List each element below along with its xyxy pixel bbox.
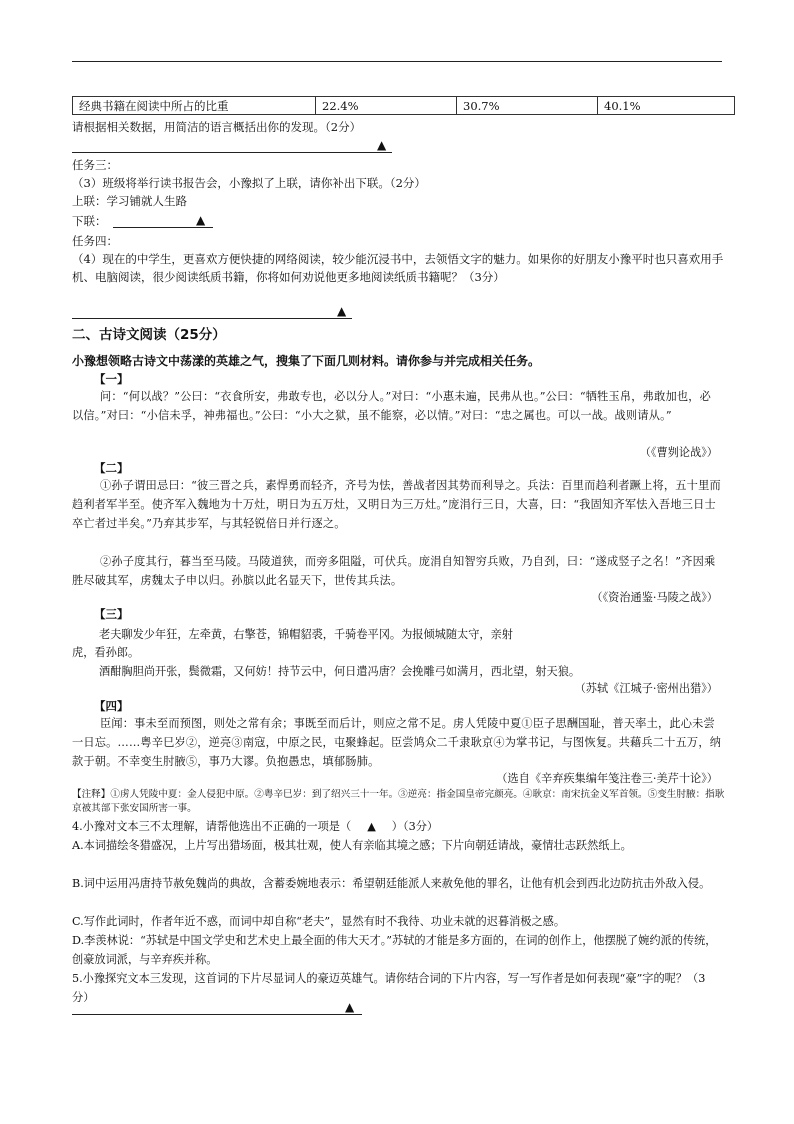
section-heading: 二、古诗文阅读（25分） <box>72 327 226 343</box>
option-b: B.词中运用冯唐持节赦免魏尚的典故，含蓄委婉地表示：希望朝廷能派人来赦免他的罪名，让他有机会到西北边防抗击外敌入侵。 <box>72 877 711 890</box>
answer-triangle-icon: ▲ <box>337 304 347 318</box>
task3-upper-couplet: 上联：学习铺就人生路 <box>72 194 187 208</box>
answer-line <box>72 1014 362 1015</box>
task3-question: （3）班级将举行读书报告会，小豫拟了上联，请你补出下联。（2分） <box>72 176 426 190</box>
option-d: D.李羡林说：“苏轼是中国文学史和艺术史上最全面的伟大天才。”苏轼的才能是多方面的，在词的创作上，他摆脱了婉约派的传统，创豪放词派，与辛弃疾并称。 <box>72 934 717 966</box>
table-cell: 22.4% <box>316 97 457 115</box>
answer-triangle-icon: ▲ <box>367 820 376 833</box>
task3-title: 任务三： <box>72 158 118 172</box>
text3-label: 【三】 <box>94 607 129 621</box>
option-a: A.本词描绘冬猎盛况，上片写出猎场面，极其壮观，使人有亲临其境之感；下片向朝廷请战，豪情壮志跃然纸上。 <box>72 839 632 852</box>
task3-lower-couplet: 下联： <box>72 214 107 228</box>
header-rule <box>72 61 722 62</box>
option-c: C.写作此词时，作者年近不惑，而词中却自称“老夫”，显然有时不我待、功业未就的迟暮消极之感。 <box>72 915 566 928</box>
answer-line <box>72 318 352 319</box>
poem-line: 酒酣胸胆尚开张，鬓微霜，又何妨！持节云中，何日遣冯唐？会挽雕弓如满月，西北望，射天狼。 <box>99 665 581 678</box>
answer-triangle-icon: ▲ <box>345 1000 355 1014</box>
text4-label: 【四】 <box>94 699 129 713</box>
annotation-note: 【注释】①虏人凭陵中夏：金人侵犯中原。②粤辛巳岁：到了绍兴三十一年。③逆亮：指金国皇帝完颜亮。④耿京：南宋抗金义军首领。⑤变生肘腋：指耿京被其部下张安国所害一事。 <box>72 789 725 814</box>
poem-line: 虎，看孙郎。 <box>72 646 140 659</box>
answer-triangle-icon: ▲ <box>196 213 206 227</box>
poem-line: 老夫聊发少年狂，左牵黄，右擎苍，锦帽貂裘，千骑卷平冈。为报倾城随太守，亲射 <box>99 628 513 641</box>
table-row-label: 经典书籍在阅读中所占的比重 <box>73 97 316 115</box>
answer-line <box>113 227 213 228</box>
text2-label: 【二】 <box>94 461 129 475</box>
text2-para2: ②孙子度其行，暮当至马陵。马陵道狭，而旁多阻隘，可伏兵。庞涓自知智穷兵败，乃自刭，曰：“遂成竖子之名！”齐因乘胜尽破其军，虏魏太子申以归。孙膑以此名显天下，世传其兵法。 <box>72 555 716 587</box>
text1-source: （《曹刿论战》） <box>639 446 718 459</box>
reading-stats-table <box>72 96 735 115</box>
text4-body: 臣闻：事未至而预图，则处之常有余；事既至而后计，则应之常不足。虏人凭陵中夏①臣子思酬国耻，普天率土，此心未尝一日忘。……粤辛巳岁②，逆亮③南寇，中原之民，屯聚蜂起。臣尝鸠众二千隶耿京④为掌书记，与图恢复。共藉兵二十五万，纳款于朝。不幸变生肘腋⑤，事乃大谬。负抱愚忠，填郁肠肺。 <box>72 717 722 768</box>
table-row <box>73 97 735 115</box>
table-cell: 30.7% <box>457 97 598 115</box>
question-4-stem-end: ）（3分） <box>391 820 439 833</box>
text1-label: 【一】 <box>94 372 129 386</box>
question-4 <box>72 817 722 836</box>
text2-para1: ①孙子谓田忌曰：“彼三晋之兵，素悍勇而轻齐，齐号为怯，善战者因其势而利导之。兵法：百里而趋利者蹶上将，五十里而趋利者军半至。使齐军入魏地为十万灶，明日为五万灶，又明日为三万灶。”庞涓行三日，大喜，曰：“我固知齐军怯入吾地三日士卒亡者过半矣。”乃弃其步军，与其轻锐倍日并行逐之。 <box>72 479 721 530</box>
text1-body: 问：“何以战？”公曰：“衣食所安，弗敢专也，必以分人。”对曰：“小惠未遍，民弗从也。”公曰：“牺牲玉帛，弗敢加也，必以信。”对曰：“小信未孚，神弗福也。”公曰：“小大之狱，虽不能察，必以情。”对曰：“忠之属也。可以一战。战则请从。” <box>72 390 712 422</box>
text2-source: （《资治通鉴·马陵之战》） <box>591 591 718 604</box>
table-cell: 40.1% <box>598 97 735 115</box>
task4-question: （4）现在的中学生，更喜欢方便快捷的网络阅读，较少能沉浸书中，去领悟文字的魅力。如果你的好朋友小豫平时也只喜欢用手机、电脑阅读，很少阅读纸质书籍，你将如何劝说他更多地阅读纸质书籍呢？（3分） <box>72 252 724 284</box>
text4-source: （选自《辛弃疾集编年笺注卷三·美芹十论》） <box>496 772 718 785</box>
question-4-stem: 4.小豫对文本三不太理解，请帮他选出不正确的一项是（ <box>72 820 352 833</box>
task4-title: 任务四： <box>72 234 118 248</box>
answer-triangle-icon: ▲ <box>377 138 387 152</box>
answer-line <box>72 152 392 153</box>
text3-source: （苏轼《江城子·密州出猎》） <box>574 682 718 695</box>
task2-prompt: 请根据相关数据，用简洁的语言概括出你的发现。（2分） <box>72 120 362 134</box>
question-5: 5.小豫探究文本三发现，这首词的下片尽显词人的豪迈英雄气。请你结合词的下片内容，写一写作者是如何表现“豪”字的呢？（3分） <box>72 972 706 1004</box>
section-intro: 小豫想领略古诗文中荡漾的英雄之气，搜集了下面几则材料。请你参与并完成相关任务。 <box>72 354 541 368</box>
